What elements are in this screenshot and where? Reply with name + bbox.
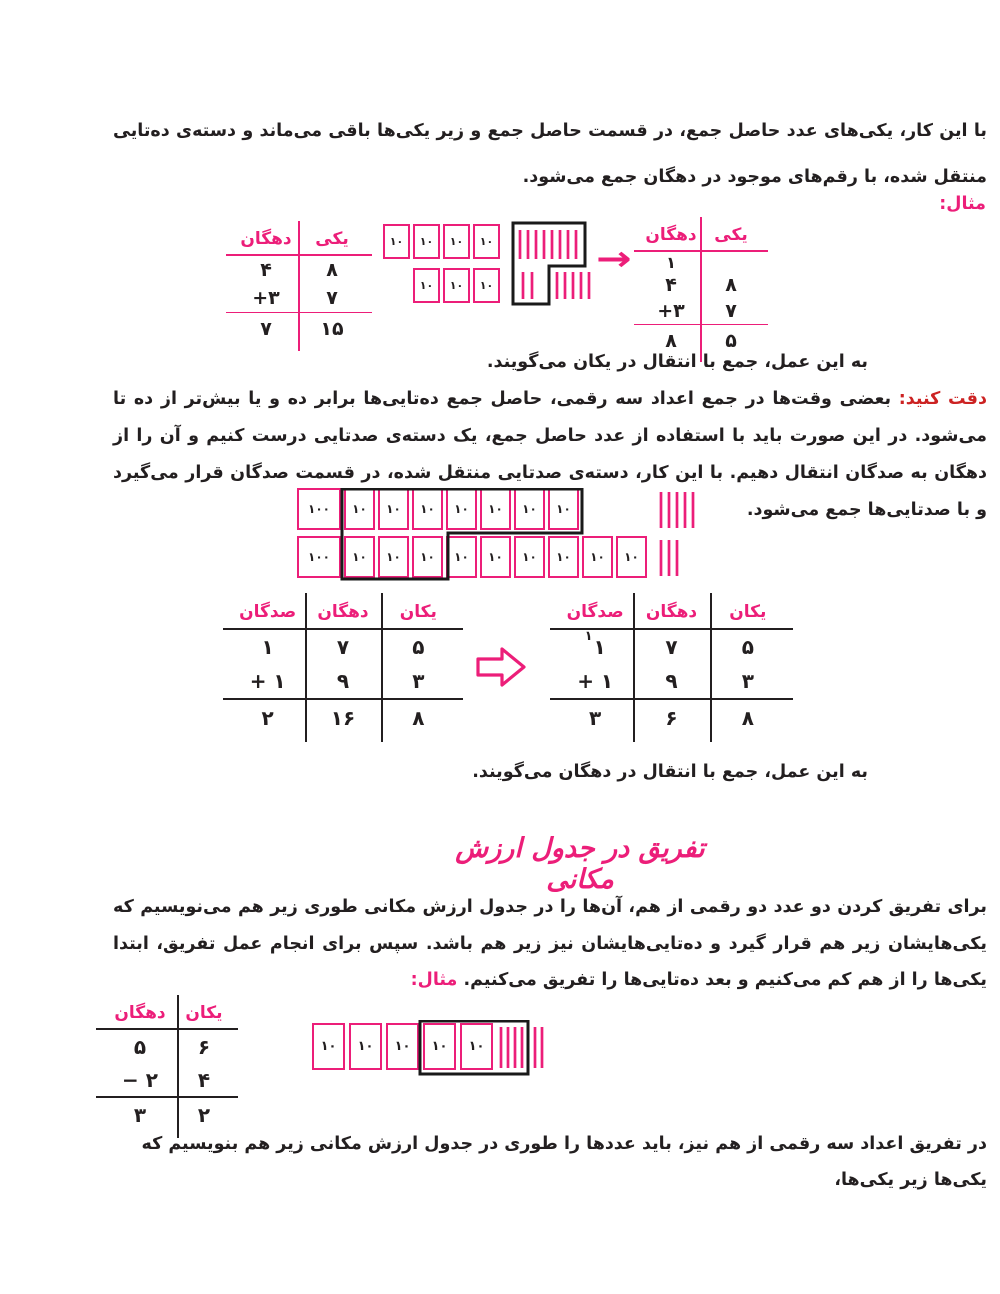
ten-block-label: ۱۰ [522, 550, 537, 564]
ten-block [383, 224, 410, 259]
example3-subtraction-table [103, 998, 231, 1132]
subtraction-section-heading: تفریق در جدول ارزش مکانی [455, 833, 705, 895]
intro-paragraph: با این کار، یکی‌های عدد حاصل جمع، در قسمت حاصل جمع و زیر یکی‌ها باقی می‌ماند و دسته‌ی ده‌تایی منتقل شده، با رقم‌های موجود در دهگان جمع می‌شود. [113, 121, 987, 187]
ten-block-label: ۱۰ [320, 1039, 337, 1054]
ten-block [412, 488, 443, 530]
hundred-block [297, 488, 341, 530]
col-header-ones: یکان [185, 1003, 223, 1023]
table-cell: ۸ [725, 274, 737, 297]
closing-paragraph: در تفریق اعداد سه رقمی از هم نیز، باید عددها را طوری در جدول ارزش مکانی زیر هم بنویسیم که یکی‌ها زیر یکی‌ها، [141, 1134, 987, 1190]
result-cell: ۲ [261, 706, 274, 731]
ten-block [616, 536, 647, 578]
col-header-tens: دهگان [645, 602, 698, 622]
col-header-ones: یکی [714, 225, 748, 245]
result-cell: ۵ [725, 329, 737, 352]
ten-block [548, 488, 579, 530]
ten-block [349, 1023, 382, 1070]
example2-blocks-illustration [292, 488, 712, 588]
example3-label: مثال: [410, 970, 458, 990]
col-header-hundreds: صدگان [566, 602, 624, 622]
ten-block [480, 536, 511, 578]
subtraction-intro-text: برای تفریق کردن دو عدد دو رقمی از هم، آن‌ها را در جدول ارزش مکانی طوری زیر هم می‌نویسیم که یکی‌هایشان زیر هم قرار گیرد و ده‌تایی‌هایشان نیز زیر هم باشد. سپس برای انجام عمل تفریق، ابتدا یکی‌ها را از هم کم می‌کنیم و بعد ده‌تایی‌ها را تفریق می‌کنیم. [113, 897, 987, 990]
ten-block [443, 268, 470, 303]
attention-label: دقت کنید: [898, 389, 987, 409]
result-cell: ۸ [412, 706, 425, 731]
row-193 [292, 536, 647, 578]
table-cell: +۳ [657, 299, 685, 322]
table-cell: ۵ [133, 1034, 147, 1059]
table-cell: + ۱ [577, 669, 614, 694]
example2-table-before [230, 596, 456, 736]
ten-block-label: ۱۰ [352, 502, 367, 516]
ten-block-label: ۱۰ [386, 502, 401, 516]
col-header-ones: یکی [315, 229, 349, 249]
ten-block-label: ۱۰ [488, 550, 503, 564]
row-175 [292, 488, 579, 530]
ten-block [460, 1023, 493, 1070]
table-cell: ۳ [412, 669, 425, 694]
result-cell: ۳ [589, 706, 602, 731]
example1-table-after [641, 220, 761, 356]
example1-blocks-illustration [383, 222, 613, 312]
example3-blocks-illustration [312, 1020, 562, 1076]
ten-block [412, 536, 443, 578]
example2-table-after [557, 596, 786, 736]
ten-block-label: ۱۰ [394, 1039, 411, 1054]
note-carry-in-tens: به این عمل، جمع با انتقال در دهگان می‌گویند. [472, 762, 868, 782]
table-divider [633, 593, 635, 742]
ten-block [344, 488, 375, 530]
table-cell: ۴ [665, 274, 677, 297]
result-cell: ۷ [260, 318, 272, 341]
result-cell: ۶ [665, 706, 678, 731]
result-cell: ۸ [741, 706, 754, 731]
ten-block [443, 224, 470, 259]
table-cell: ۳ [741, 669, 754, 694]
example1-table-before [233, 224, 365, 345]
ten-block-label: ۱۰ [468, 1039, 485, 1054]
result-cell: ۲ [197, 1103, 211, 1128]
hundred-block-label: ۱۰۰ [308, 502, 330, 516]
ten-block-label: ۱۰ [449, 279, 464, 292]
ten-block-label: ۱۰ [386, 550, 401, 564]
ten-block-label: ۱۰ [522, 502, 537, 516]
ten-block-label: ۱۰ [352, 550, 367, 564]
ten-block [446, 488, 477, 530]
table-divider [298, 221, 300, 351]
table-cell: ۵ [412, 635, 425, 660]
attention-text: بعضی وقت‌ها در جمع اعداد سه رقمی، حاصل جمع ده‌تایی‌ها برابر ده و یا بیش‌تر از ده تا می‌شود. در این صورت باید با استفاده از عدد حاصل جمع، یک دسته‌ی صدتایی درست کنیم و آن را از دهگان به صدگان انتقال دهیم. با این کار، دسته‌ی صدتایی منتقل شده، در قسمت صدگان قرار می‌گیرد و با صدتایی‌ها جمع می‌شود. [113, 389, 987, 520]
tens-row-top [383, 224, 500, 259]
table-cell: ۴ [197, 1067, 211, 1092]
ten-block [514, 488, 545, 530]
carry-digit: ۱ [666, 252, 676, 272]
table-cell: ۴ [260, 258, 272, 281]
ten-block [413, 224, 440, 259]
table-cell: ۷ [725, 299, 737, 322]
col-header-ones: یکان [399, 602, 437, 622]
table-cell: +۳ [252, 286, 280, 309]
ten-block-label: ۱۰ [431, 1039, 448, 1054]
ones-tallies-with-grouping-outline [511, 220, 607, 308]
table-cell: ۱ [261, 635, 274, 660]
ten-block [446, 536, 477, 578]
ten-block-label: ۱۰ [357, 1039, 374, 1054]
col-header-tens: دهگان [317, 602, 369, 622]
table-cell: ۷ [336, 635, 350, 660]
result-cell: ۱۵ [320, 318, 344, 341]
ten-block-label: ۱۰ [488, 502, 503, 516]
ten-block [344, 536, 375, 578]
ten-block-label: ۱۰ [419, 279, 434, 292]
result-cell: ۱۶ [330, 706, 356, 731]
carry-digit: ۱ [584, 628, 593, 644]
table-cell: ۹ [665, 669, 678, 694]
ten-block [473, 268, 500, 303]
table-cell: ۷ [665, 635, 678, 660]
ten-block [582, 536, 613, 578]
ten-block-label: ۱۰ [454, 502, 469, 516]
table-divider [710, 593, 712, 742]
ten-block-label: ۱۰ [590, 550, 605, 564]
tens-row-bottom [413, 268, 500, 303]
note-carry-in-ones: به این عمل، جمع با انتقال در یکان می‌گویند. [486, 352, 868, 372]
result-cell: ۸ [665, 329, 677, 352]
table-divider [305, 593, 307, 742]
subtraction-intro-paragraph [113, 889, 987, 999]
table-cell: ۸ [326, 258, 338, 281]
ten-block [386, 1023, 419, 1070]
ten-block-label: ۱۰ [556, 550, 571, 564]
table-cell-with-carry [557, 628, 633, 660]
ten-block [378, 488, 409, 530]
ten-block-label: ۱۰ [454, 550, 469, 564]
col-header-ones: یکان [729, 602, 767, 622]
col-header-tens: دهگان [645, 225, 697, 245]
table-cell: ۵ [741, 635, 754, 660]
hundred-block-label: ۱۰۰ [308, 550, 330, 564]
table-cell: + ۱ [249, 669, 286, 694]
ten-block [423, 1023, 456, 1070]
right-arrow-icon: → [596, 239, 632, 279]
table-divider [381, 593, 383, 742]
block-arrow-icon [474, 644, 528, 690]
ten-block [548, 536, 579, 578]
table-cell: ۹ [336, 669, 350, 694]
result-cell: ۳ [133, 1103, 147, 1128]
ten-block-label: ۱۰ [419, 235, 434, 248]
ten-block-label: ۱۰ [479, 235, 494, 248]
ten-block-label: ۱۰ [389, 235, 404, 248]
table-divider [700, 217, 702, 362]
hundred-block [297, 536, 341, 578]
col-header-tens: دهگان [240, 229, 292, 249]
ten-block [378, 536, 409, 578]
table-cell: ۱ [593, 635, 606, 660]
ten-block-label: ۱۰ [479, 279, 494, 292]
col-header-tens: دهگان [114, 1003, 166, 1023]
ten-block-label: ۱۰ [420, 502, 435, 516]
ten-block-label: ۱۰ [420, 550, 435, 564]
ten-block [312, 1023, 345, 1070]
table-cell: − ۲ [122, 1067, 158, 1092]
ten-block [473, 224, 500, 259]
table-cell: ۷ [326, 286, 338, 309]
table-cell: ۶ [197, 1034, 211, 1059]
table-divider [177, 995, 179, 1138]
ten-block-label: ۱۰ [556, 502, 571, 516]
ten-block [480, 488, 511, 530]
ten-block [413, 268, 440, 303]
ten-block [514, 536, 545, 578]
example1-label: مثال: [939, 194, 986, 214]
col-header-hundreds: صدگان [239, 602, 297, 622]
ten-block-label: ۱۰ [449, 235, 464, 248]
ten-block-label: ۱۰ [624, 550, 639, 564]
tens-row [312, 1023, 493, 1070]
